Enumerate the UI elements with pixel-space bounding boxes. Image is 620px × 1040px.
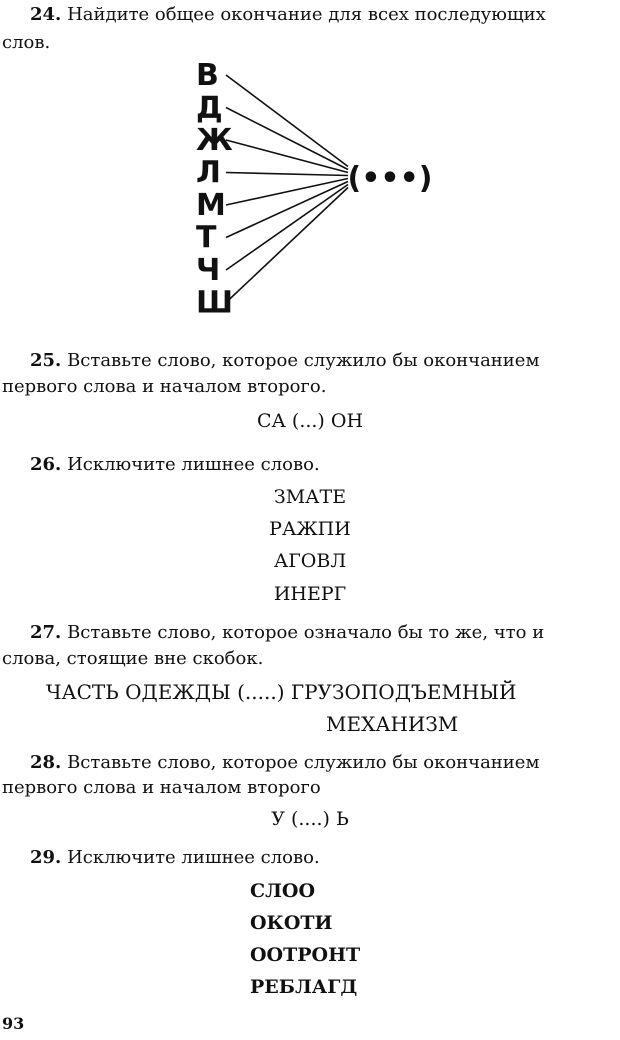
q28-text-line1: Вставьте слово, которое служило бы окончанием [67,752,540,773]
diagram-letters [196,58,233,321]
diagram-letter: Л [196,155,221,191]
diagram-connector-line [226,182,348,238]
q27-text-line1: Вставьте слово, которое означало бы то же, что и [67,622,545,643]
q27-puzzle-line1: ЧАСТЬ ОДЕЖДЫ (.....) ГРУЗОПОДЪЕМНЫЙ [46,680,517,704]
q27-line1 [30,620,544,646]
q26-line1 [30,452,320,478]
q25-text-line2: первого слова и началом второго. [2,376,327,397]
q29-word-4: РЕБЛАГД [250,976,358,998]
diagram-connector-line [226,108,348,170]
diagram-connector-line [226,185,348,271]
q29-word-1: СЛОО [250,880,316,902]
q26-word-4: ИНЕРГ [273,583,347,605]
q24-number: 24. [30,4,62,25]
q28-puzzle: У (....) Ь [271,808,349,830]
diagram-lines [226,75,348,303]
q28-text-line2: первого слова и началом второго [2,777,321,798]
q24-diagram [0,55,620,335]
q26-number: 26. [30,454,62,475]
q25-number: 25. [30,350,62,371]
q29-number: 29. [30,847,62,868]
q26-word-3: АГОВЛ [273,550,347,572]
diagram-connector-line [226,173,348,176]
q27-puzzle-line2: МЕХАНИЗМ [326,712,459,736]
diagram-connector-line [226,140,348,173]
q25-line1 [30,348,539,374]
q27-text-line2: слова, стоящие вне скобок. [2,648,264,669]
q28-line1 [30,750,539,776]
q29-line1 [30,845,320,871]
q25-text-line1: Вставьте слово, которое служило бы окончанием [67,350,540,371]
q26-word-1: ЗМАТЕ [273,486,347,508]
diagram-connector-line [226,75,348,167]
q24-line1 [30,2,546,28]
diagram-letter: Д [196,90,223,126]
diagram-letter: Ч [196,253,221,288]
q29-word-2: ОКОТИ [250,912,333,934]
q24-text-line1: Найдите общее окончание для всех последующих [67,4,546,25]
q28-number: 28. [30,752,62,773]
page-number: 93 [2,1014,25,1033]
diagram-connector-line [226,179,348,206]
diagram-letter: Т [196,220,217,256]
diagram-letter: Ш [196,285,234,321]
q29-word-3: ООТРОНТ [250,944,361,966]
diagram-target-text: (•••) [347,161,433,196]
diagram-letter: М [196,188,226,223]
diagram-letter: В [196,58,219,93]
diagram-connector-line [226,188,348,303]
q26-text-line1: Исключите лишнее слово. [67,454,320,475]
diagram-letter: Ж [196,123,233,158]
q29-text-line1: Исключите лишнее слово. [67,847,320,868]
q27-number: 27. [30,622,62,643]
q24-text-line2: слов. [2,32,51,53]
q25-puzzle: СА (...) ОН [256,410,364,432]
q26-word-2: РАЖПИ [269,518,351,540]
